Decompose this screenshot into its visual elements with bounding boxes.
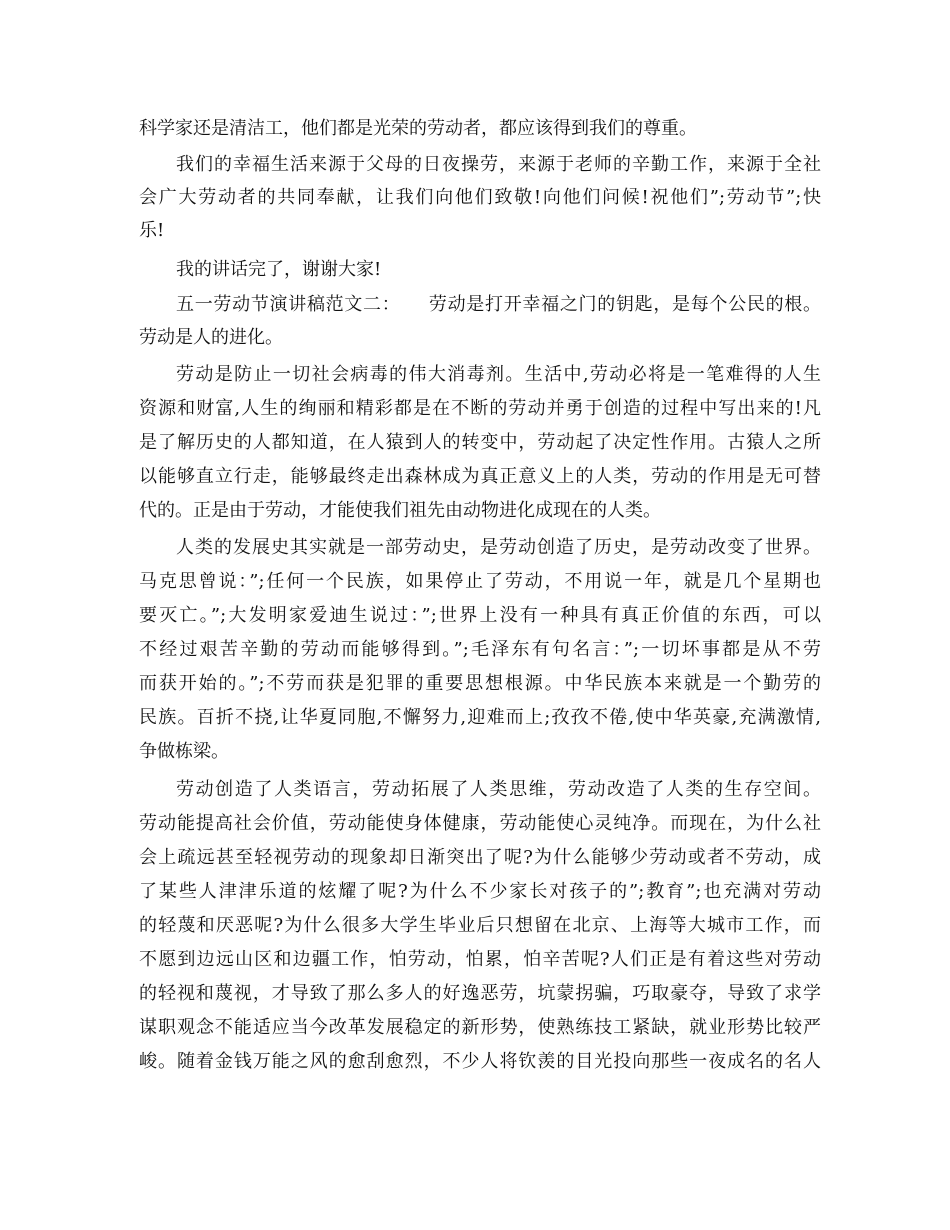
text-line: 五一劳动节演讲稿范文二： 劳动是打开幸福之门的钥匙，是每个公民的根。: [176, 294, 821, 315]
text-line: 争做栋梁。: [139, 741, 229, 762]
text-line: 民族。百折不挠,让华夏同胞,不懈努力,迎难而上;孜孜不倦,使中华英豪,充满激情,: [139, 707, 821, 728]
text-line: 要灭亡。”;大发明家爱迪生说过：”;世界上没有一种具有真正价值的东西，可以: [139, 605, 821, 626]
text-line: 科学家还是清洁工，他们都是光荣的劳动者，都应该得到我们的尊重。: [139, 118, 697, 139]
text-line: 的轻视和蔑视，才导致了那么多人的好逸恶劳，坑蒙拐骗，巧取豪夺，导致了求学: [139, 983, 821, 1004]
text-line: 马克思曾说：”;任何一个民族，如果停止了劳动，不用说一年，就是几个星期也: [139, 571, 821, 592]
text-line: 是了解历史的人都知道，在人猿到人的转变中，劳动起了决定性作用。古猿人之所: [139, 432, 821, 453]
text-line: 会广大劳动者的共同奉献，让我们向他们致敬!向他们问候!祝他们”;劳动节”;快: [139, 187, 821, 208]
text-line: 劳动能提高社会价值，劳动能使身体健康，劳动能使心灵纯净。而现在，为什么社: [139, 813, 821, 834]
text-line: 我们的幸福生活来源于父母的日夜操劳，来源于老师的辛勤工作，来源于全社: [176, 154, 821, 175]
text-line: 的轻蔑和厌恶呢?为什么很多大学生毕业后只想留在北京、上海等大城市工作，而: [139, 915, 821, 936]
text-line: 以能够直立行走，能够最终走出森林成为真正意义上的人类，劳动的作用是无可替: [139, 466, 821, 487]
text-line: 不经过艰苦辛勤的劳动而能够得到。”;毛泽东有句名言：”;一切坏事都是从不劳: [139, 639, 821, 660]
text-line: 我的讲话完了，谢谢大家!: [176, 259, 382, 280]
text-line: 会上疏远甚至轻视劳动的现象却日渐突出了呢?为什么能够少劳动或者不劳动，成: [139, 847, 821, 868]
text-line: 谋职观念不能适应当今改革发展稳定的新形势，使熟练技工紧缺，就业形势比较严: [139, 1017, 821, 1038]
text-line: 乐!: [139, 220, 165, 241]
text-line: 劳动创造了人类语言，劳动拓展了人类思维，劳动改造了人类的生存空间。: [176, 779, 821, 800]
text-line: 代的。正是由于劳动，才能使我们祖先由动物进化成现在的人类。: [139, 500, 661, 521]
text-line: 而获开始的。”;不劳而获是犯罪的重要思想根源。中华民族本来就是一个勤劳的: [139, 673, 821, 694]
text-line: 人类的发展史其实就是一部劳动史，是劳动创造了历史，是劳动改变了世界。: [176, 537, 821, 558]
text-line: 了某些人津津乐道的炫耀了呢?为什么不少家长对孩子的”;教育”;也充满对劳动: [139, 881, 821, 902]
text-line: 劳动是防止一切社会病毒的伟大消毒剂。生活中,劳动必将是一笔难得的人生: [176, 364, 821, 385]
text-line: 峻。随着金钱万能之风的愈刮愈烈，不少人将钦羡的目光投向那些一夜成名的名人: [139, 1051, 821, 1072]
text-line: 资源和财富,人生的绚丽和精彩都是在不断的劳动并勇于创造的过程中写出来的!凡: [139, 398, 821, 419]
text-line: 不愿到边远山区和边疆工作，怕劳动，怕累，怕辛苦呢?人们正是有着这些对劳动: [139, 949, 821, 970]
text-line: 劳动是人的进化。: [139, 327, 283, 348]
